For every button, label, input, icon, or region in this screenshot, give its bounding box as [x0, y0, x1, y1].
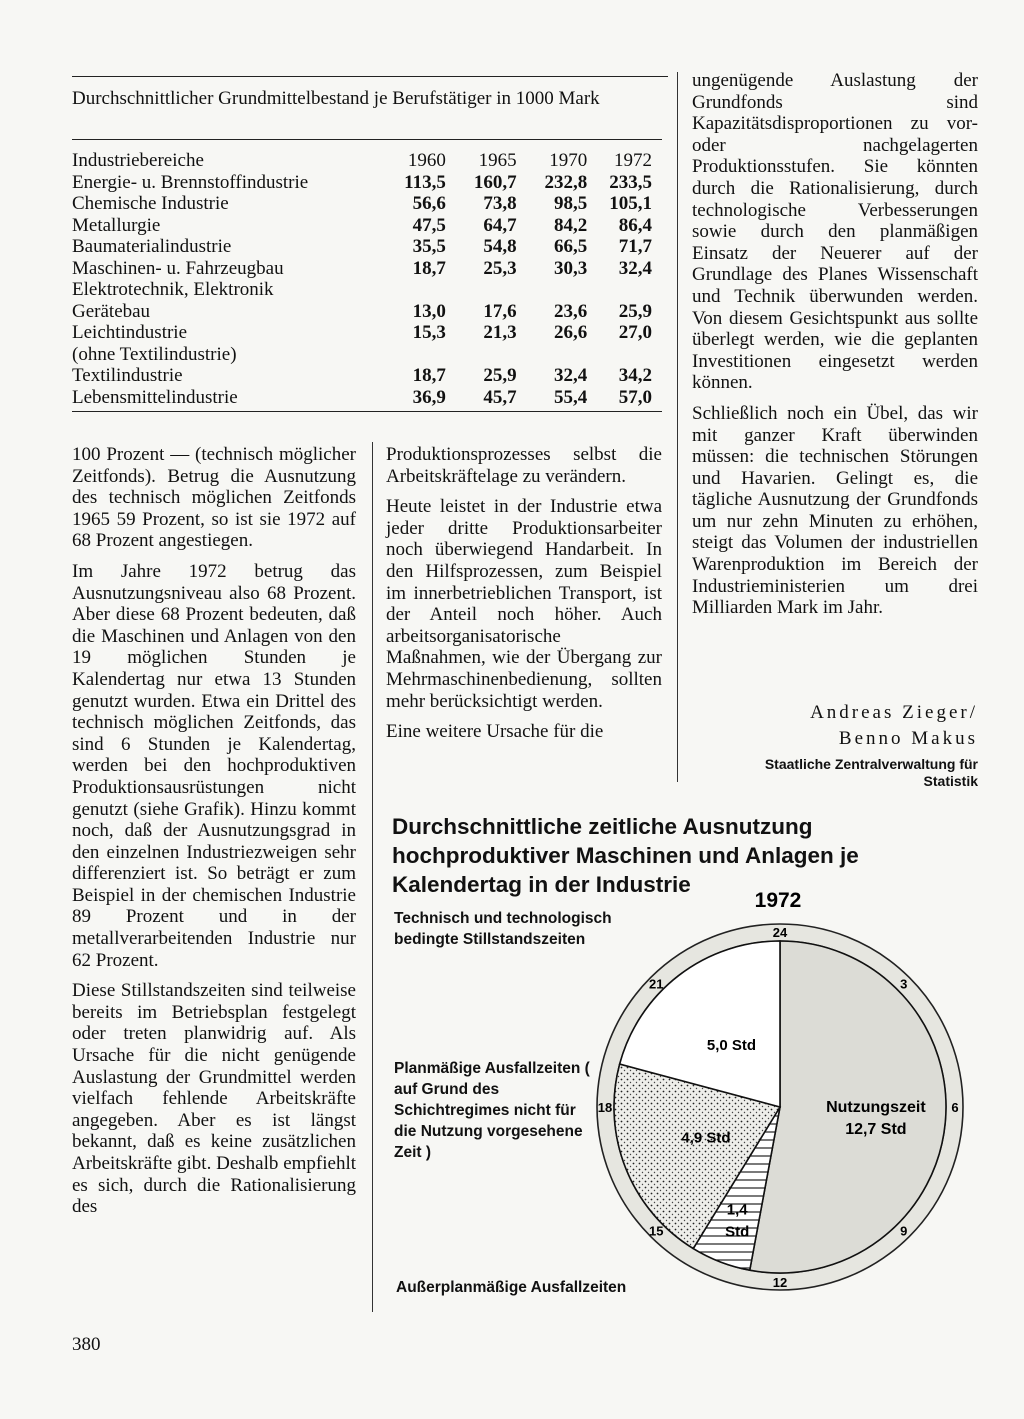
table-row — [72, 215, 652, 237]
paragraph: ungenügende Auslastung der Grundfonds sind Kapazitätsdisproportionen zu vor- oder nachgelagerten Produktionsstufen. Sie könnten durch die Rationalisierung, durch technologische Verbesserungen sowie durch den planmäßigen Einsatz der Neuerer auf der Grundlage des Planes Wissenschaft und Technik überwunden werden. Von diesem Gesichtspunkt aus sollte überlegt werden, wie die geplanten Investitionen eingesetzt werden können. — [692, 70, 978, 394]
text-column-1 — [72, 444, 356, 1227]
clock-label: 24 — [772, 925, 788, 940]
column-rule — [677, 72, 678, 782]
row-value: 30,3 — [554, 257, 588, 279]
row-value: 45,7 — [483, 386, 517, 408]
clock-label: 9 — [900, 1223, 908, 1239]
clock-label: 15 — [649, 1223, 664, 1239]
row-value — [375, 344, 446, 366]
paragraph: Im Jahre 1972 betrug das Ausnutzungsniveau also 68 Prozent. Aber diese 68 Prozent bedeuten, daß die Maschinen und Anlagen von den 19 möglichen Stunden je Kalendertag nur etwa 13 Stunden genutzt wurden. Etwa ein Drittel des technisch möglichen Zeitfonds, das sind 6 Stunden je Kalendertag, werden bei den hochproduktiven Produktionsausrüstungen nicht genutzt (siehe Grafik). Hinzu kommt noch, daß der Ausnutzungsgrad in den einzelnen Industriezweigen sehr differenziert ist. So beträgt er zum Beispiel in der chemischen Industrie 89 Prozent und in der metallverarbeitenden Industrie nur 62 Prozent. — [72, 560, 356, 971]
row-value: 47,5 — [412, 214, 446, 236]
table-row — [72, 301, 652, 323]
legend-planmaessig: Planmäßige Ausfallzeiten ( auf Grund des Schichtregimes nicht für die Nutzung vorgesehene Zeit ) — [394, 1060, 590, 1161]
row-value: 25,9 — [618, 300, 652, 322]
row-value: 232,8 — [544, 171, 588, 193]
row-label: Gerätebau — [72, 300, 151, 322]
author-2: Benno Makus — [838, 728, 978, 749]
row-value: 55,4 — [554, 386, 588, 408]
table-header-rule — [72, 139, 662, 140]
row-value: 160,7 — [473, 171, 517, 193]
row-value: 25,3 — [483, 257, 517, 279]
row-value: 64,7 — [483, 214, 517, 236]
row-value — [587, 344, 652, 366]
pie-slice-label: Nutzungszeit — [826, 1098, 926, 1116]
paragraph: Produktionsprozesses selbst die Arbeitskräftelage zu verändern. — [386, 444, 662, 487]
table-header-cell: 1970 — [549, 150, 588, 171]
text-column-3 — [692, 70, 978, 628]
table-row — [72, 236, 652, 258]
pie-slice-label: 1,4 — [726, 1201, 748, 1219]
row-value: 36,9 — [412, 386, 446, 408]
column-rule — [372, 442, 373, 1312]
paragraph: 100 Prozent — (technisch möglicher Zeitfonds). Betrug die Ausnutzung des technisch möglichen Zeitfonds 1965 59 Prozent, so ist sie 1972 auf 68 Prozent angestiegen. — [72, 444, 356, 552]
row-value: 32,4 — [554, 365, 588, 386]
row-label: Chemische Industrie — [72, 193, 229, 214]
row-value: 105,1 — [609, 193, 652, 214]
table-row — [72, 172, 652, 194]
pie-slice-label: 12,7 Std — [845, 1120, 907, 1138]
clock-label: 6 — [951, 1100, 959, 1115]
clock-label: 12 — [772, 1275, 788, 1290]
row-value: 73,8 — [483, 193, 517, 214]
source-credit: Staatliche Zentralverwaltung für Statistik — [764, 756, 978, 789]
pie-slice-label: 5,0 Std — [706, 1036, 757, 1054]
row-value — [517, 279, 588, 301]
row-value: 27,0 — [618, 322, 652, 343]
row-value: 25,9 — [483, 365, 517, 386]
legend-ausserplanmaessig: Außerplanmäßige Ausfallzeiten — [396, 1279, 627, 1296]
row-value: 86,4 — [618, 214, 652, 236]
legend-technisch: Technisch und technologisch bedingte Stillstandszeiten — [394, 910, 612, 948]
row-value: 13,0 — [412, 300, 446, 322]
table-header-cell: 1960 — [407, 150, 446, 171]
row-value: 21,3 — [483, 322, 517, 343]
table-row — [72, 279, 652, 301]
paragraph: Schließlich noch ein Übel, das wir mit ganzer Kraft überwinden müssen: die technischen Störungen und Havarien. Gelingt es, die tägliche Ausnutzung der Grundfonds um nur zehn Minuten zu erhöhen, steigt das Volumen der industriellen Warenproduktion im Bereich der Industrieministerien um drei Milliarden Mark im Jahr. — [692, 402, 978, 619]
row-value: 233,5 — [609, 171, 652, 193]
row-value: 56,6 — [412, 193, 446, 214]
row-value: 18,7 — [412, 365, 446, 386]
table-header-cell: 1972 — [614, 150, 652, 171]
row-value: 98,5 — [554, 193, 588, 214]
row-label: Maschinen- u. Fahrzeugbau — [72, 257, 284, 279]
row-value: 32,4 — [618, 257, 652, 279]
clock-label: 21 — [649, 976, 664, 992]
pie-slice-label: 4,9 Std — [681, 1129, 731, 1147]
row-value: 18,7 — [412, 257, 446, 279]
row-value — [446, 344, 517, 366]
row-value: 23,6 — [554, 300, 588, 322]
table-row — [72, 193, 652, 215]
row-value: 34,2 — [618, 365, 652, 386]
table-header-row — [72, 150, 652, 172]
row-value — [587, 279, 652, 301]
row-value: 57,0 — [618, 386, 652, 408]
clock-label: 18 — [597, 1100, 613, 1115]
page-number: 380 — [72, 1334, 101, 1355]
table-row — [72, 322, 652, 344]
row-value: 84,2 — [554, 214, 588, 236]
paragraph: Diese Stillstandszeiten sind teilweise bereits im Betriebsplan festgelegt oder treten planwidrig auf. Als Ursache für die nicht genügende Auslastung der Grundmittel werden vielfach fehlende Arbeitskräfte angegeben. Aber es ist längst bekannt, daß es keine zusätzlichen Arbeitskräfte gibt. Deshalb empfiehlt es sich, durch die Rationalisierung des — [72, 980, 356, 1218]
paragraph: Heute leistet in der Industrie etwa jeder dritte Produktionsarbeiter noch überwiegend Handarbeit. In den Hilfsprozessen, zum Beispiel im innerbetrieblichen Transport, ist der Anteil noch höher. Auch arbeitsorganisatorische Maßnahmen, wie der Übergang zur Mehrmaschinenbedienung, sollten mehr berücksichtigt werden. — [386, 496, 662, 712]
grundmittel-table — [72, 150, 652, 408]
row-value: 17,6 — [483, 300, 517, 322]
table-header-cell: Industriebereiche — [72, 150, 204, 171]
row-value — [446, 279, 517, 301]
table-row — [72, 344, 652, 366]
pie-year-title: 1972 — [754, 889, 802, 912]
table-bottom-rule — [72, 411, 662, 412]
row-value: 66,5 — [554, 236, 588, 257]
row-value: 35,5 — [412, 236, 446, 257]
row-value — [375, 279, 446, 301]
row-label: Elektrotechnik, Elektronik — [72, 279, 274, 300]
table-row — [72, 258, 652, 280]
row-label: Lebensmittelindustrie — [72, 386, 238, 408]
row-label: Metallurgie — [72, 214, 161, 236]
row-label: Textilindustrie — [72, 365, 183, 386]
clock-label: 3 — [900, 976, 908, 992]
pie-slice-label: Std — [725, 1223, 750, 1241]
row-label: Energie- u. Brennstoffindustrie — [72, 171, 309, 193]
table-header-cell: 1965 — [478, 150, 517, 171]
table-row — [72, 365, 652, 387]
table-top-rule — [72, 76, 668, 77]
row-value: 113,5 — [404, 171, 446, 193]
row-value: 71,7 — [618, 236, 652, 257]
chart-title: Durchschnittliche zeitliche Ausnutzung hochproduktiver Maschinen und Anlagen je Kalendertag in der Industrie — [392, 814, 859, 897]
row-value: 15,3 — [412, 322, 446, 343]
row-label: Baumaterialindustrie — [72, 236, 232, 257]
text-column-2 — [386, 444, 662, 752]
table-caption: Durchschnittlicher Grundmittelbestand je Berufstätiger in 1000 Mark — [72, 88, 600, 109]
paragraph: Eine weitere Ursache für die — [386, 721, 604, 743]
row-value — [517, 344, 588, 366]
table-row — [72, 387, 652, 409]
row-label: (ohne Textilindustrie) — [72, 343, 237, 365]
author-1: Andreas Zieger/ — [810, 702, 978, 723]
row-label: Leichtindustrie — [72, 322, 188, 343]
row-value: 54,8 — [483, 236, 517, 257]
row-value: 26,6 — [554, 322, 588, 343]
pie-chart — [590, 880, 990, 1310]
